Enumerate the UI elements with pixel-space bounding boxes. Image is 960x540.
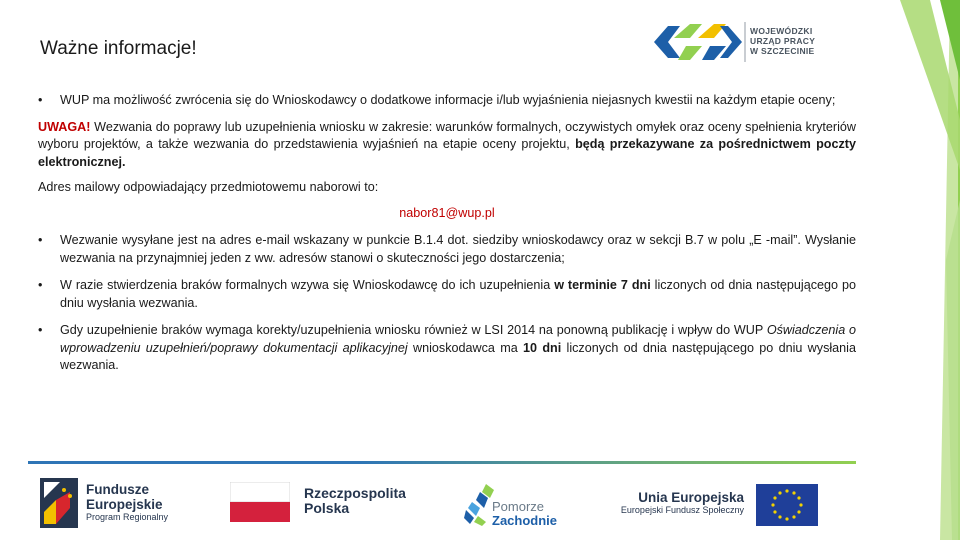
- rp-line2: Polska: [304, 500, 350, 516]
- fundusze-europejskie-icon: [40, 478, 78, 528]
- pz-line2: Zachodnie: [492, 513, 558, 528]
- rp-line1: Rzeczpospolita: [304, 485, 406, 501]
- pz-line1: Pomorze: [492, 499, 545, 514]
- warning-text: Wezwania do poprawy lub uzupełnienia wniosku w zakresie: warunków formalnych, oczywistych omyłek oraz oceny spełnienia kryteriów wyboru projektów, a także wezwania do przedstawienia wyjaśnień na etapie oceny projektu,: [38, 119, 856, 151]
- bullet-email-text: Wezwanie wysyłane jest na adres e-mail wskazany w punkcie B.1.4 dot. siedziby wnioskodawcy oraz w sekcji B.7 w polu „E -mail”. Wysłanie wezwania na przynajmniej jeden z ww. adresów stanowi o skuteczności jego dostarczenia;: [60, 233, 856, 265]
- page-title: Ważne informacje!: [40, 38, 197, 59]
- wup-logo: [650, 18, 830, 66]
- bullet-marker: •: [38, 233, 43, 247]
- bullet-correction-after: liczonych od dnia następującego po dniu wysłania wezwania.: [60, 340, 856, 372]
- bullet-deadline-bold: w terminie 7 dni: [554, 278, 651, 292]
- polish-flag-icon: [230, 482, 290, 522]
- bullet-correction-bold: 10 dni: [523, 340, 562, 355]
- bullet-deadline: [38, 277, 856, 312]
- bullet-marker: •: [38, 93, 43, 107]
- warning-paragraph: [38, 119, 856, 172]
- bullet-correction-italic: Oświadczenia o wprowadzeniu uzupełnień/poprawy dokumentacji aplikacyjnej: [60, 323, 857, 355]
- bullet-deadline-before: W razie stwierdzenia braków formalnych wzywa się Wnioskodawcę do ich uzupełnienia: [60, 278, 555, 292]
- footer-logos: [0, 470, 960, 540]
- bullet-correction-before: Gdy uzupełnienie braków wymaga korekty/uzupełnienia wniosku również w LSI 2014 na ponowną publikację i wpływ do WUP: [60, 323, 767, 337]
- fe-line2: Europejskie: [86, 497, 163, 512]
- bullet-deadline-after: liczonych od dnia następującego po dniu wysłania wezwania.: [60, 278, 856, 310]
- bullet-correction-middle: wnioskodawca ma: [407, 340, 524, 355]
- ue-sub: Europejski Fundusz Społeczny: [620, 505, 744, 515]
- ue-line1: Unia Europejska: [638, 490, 744, 505]
- decorative-side-shapes: [840, 0, 960, 540]
- footer-divider: [28, 461, 856, 464]
- logo-text-line1: WOJEWÓDZKI: [750, 26, 813, 36]
- bullet-intro: [38, 92, 856, 110]
- bullet-marker: •: [38, 278, 43, 292]
- mail-address-link[interactable]: nabor81@wup.pl: [399, 205, 495, 220]
- fe-sub: Program Regionalny: [86, 512, 169, 522]
- bullet-marker: •: [38, 323, 43, 337]
- warning-label: UWAGA!: [38, 119, 91, 134]
- pomorze-zachodnie-text: [492, 500, 557, 528]
- rzeczpospolita-polska-text: [304, 486, 406, 516]
- fundusze-europejskie-text: [86, 482, 168, 522]
- logo-text-line3: W SZCZECINIE: [750, 46, 815, 56]
- bullet-correction: [38, 322, 856, 375]
- main-content: [38, 92, 856, 375]
- unia-europejska-text: [618, 490, 744, 515]
- logo-divider: [744, 22, 746, 62]
- wup-logo-mark-icon: [650, 18, 746, 66]
- bullet-email: [38, 232, 856, 267]
- fe-line1: Fundusze: [86, 482, 149, 497]
- logo-text-line2: URZĄD PRACY: [750, 36, 816, 46]
- mail-intro: Adres mailowy odpowiadający przedmiotowemu naborowi to:: [38, 180, 379, 194]
- bullet-intro-text: WUP ma możliwość zwrócenia się do Wnioskodawcy o dodatkowe informacje i/lub wyjaśnienia niejasnych kwestii na każdym etapie oceny;: [60, 93, 836, 107]
- eu-flag-icon: [756, 484, 818, 526]
- warning-text-bold: będą przekazywane za pośrednictwem poczty elektronicznej.: [38, 137, 856, 169]
